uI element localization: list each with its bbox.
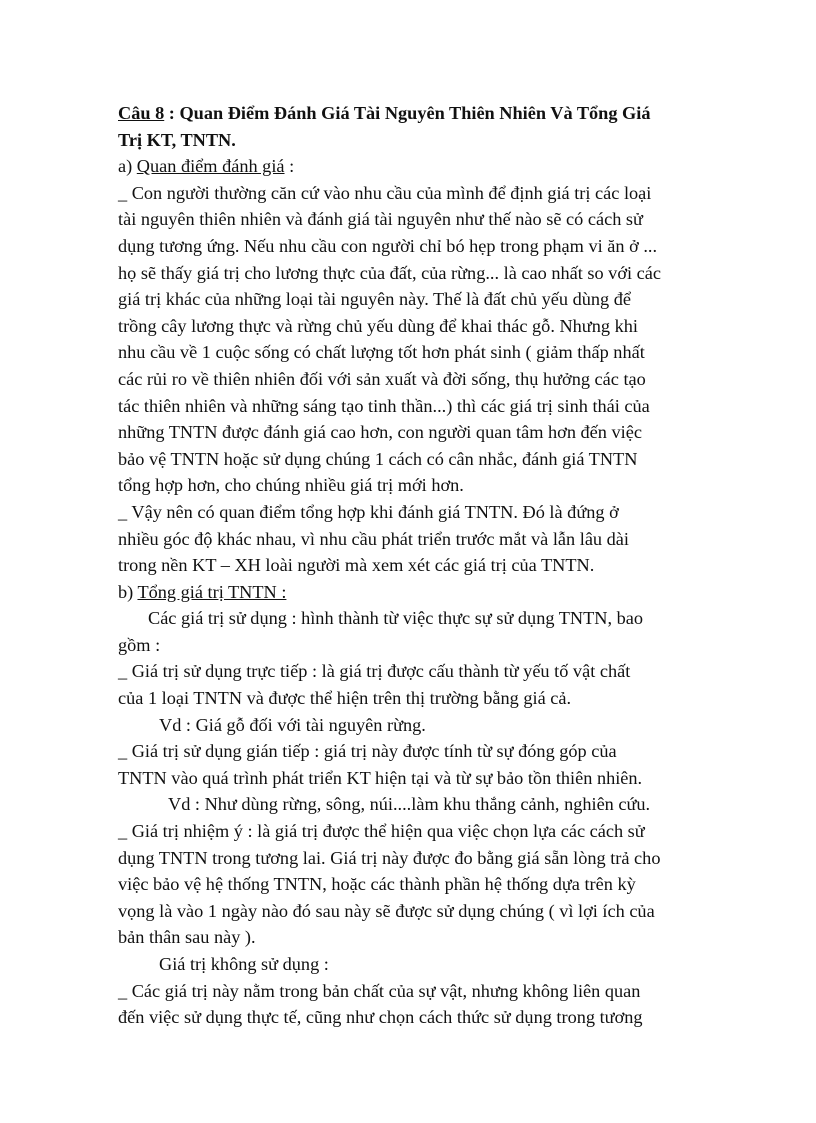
text-line: nhiều góc độ khác nhau, vì nhu cầu phát triển trước mắt và lẫn lâu dài: [118, 528, 629, 549]
example-line: Vd : Như dùng rừng, sông, núi....làm khu thắng cảnh, nghiên cứu.: [168, 794, 651, 815]
title-text: : Quan Điểm Đánh Giá Tài Nguyên Thiên Nhiên Và Tổng Giá: [164, 103, 651, 123]
text-line: gồm :: [118, 634, 161, 655]
text-line: TNTN vào quá trình phát triển KT hiện tại và từ sự bảo tồn thiên nhiên.: [118, 767, 643, 788]
title-line-2: Trị KT, TNTN.: [118, 129, 236, 150]
text-line: bảo vệ TNTN hoặc sử dụng chúng 1 cách có cân nhắc, đánh giá TNTN: [118, 448, 638, 469]
question-number: Câu 8: [118, 103, 165, 123]
text-line: _ Giá trị sử dụng trực tiếp : là giá trị được cấu thành từ yếu tố vật chất: [118, 661, 631, 682]
text-line: dụng TNTN trong tương lai. Giá trị này được đo bằng giá sẵn lòng trả cho: [118, 847, 661, 868]
section-b-title: Tổng giá trị TNTN :: [137, 581, 287, 602]
text-line: tài nguyên thiên nhiên và đánh giá tài nguyên như thế nào sẽ có cách sử: [118, 209, 643, 230]
text-line: _ Giá trị sử dụng gián tiếp : giá trị này được tính từ sự đóng góp của: [118, 741, 617, 762]
text-line: _ Vậy nên có quan điểm tổng hợp khi đánh giá TNTN. Đó là đứng ở: [118, 501, 619, 522]
text-line: của 1 loại TNTN và được thể hiện trên thị trường bằng giá cả.: [118, 688, 572, 709]
text-line: tổng hợp hơn, cho chúng nhiều giá trị mới hơn.: [118, 475, 464, 496]
text-line: _ Giá trị nhiệm ý : là giá trị được thể hiện qua việc chọn lựa các cách sử: [118, 821, 645, 842]
text-line: đến việc sử dụng thực tế, cũng như chọn cách thức sử dụng trong tương: [118, 1007, 643, 1028]
text-line: các rủi ro về thiên nhiên đối với sản xuất và đời sống, thụ hưởng các tạo: [118, 368, 646, 389]
section-a-title: Quan điểm đánh giá: [136, 156, 285, 177]
section-b-heading: [118, 579, 693, 606]
section-b-prefix: b): [118, 581, 138, 602]
document-title: [118, 100, 693, 127]
text-line: trong nền KT – XH loài người mà xem xét các giá trị của TNTN.: [118, 555, 595, 576]
text-line: _ Con người thường căn cứ vào nhu cầu của mình để định giá trị các loại: [118, 182, 652, 203]
section-a-prefix: a): [118, 156, 137, 177]
text-line: nhu cầu về 1 cuộc sống có chất lượng tốt hơn phát sinh ( giảm thấp nhất: [118, 342, 645, 363]
text-line: việc bảo vệ hệ thống TNTN, hoặc các thành phần hệ thống dựa trên kỳ: [118, 874, 636, 895]
non-use-heading: Giá trị không sử dụng :: [159, 954, 329, 974]
section-a-heading: [118, 153, 693, 180]
example-line: Vd : Giá gỗ đối với tài nguyên rừng.: [159, 714, 426, 735]
text-line: những TNTN được đánh giá cao hơn, con người quan tâm hơn đến việc: [118, 422, 642, 443]
document-page: [118, 100, 693, 1031]
text-line: giá trị khác của những loại tài nguyên này. Thế là đất chủ yếu dùng để: [118, 289, 631, 310]
text-line: họ sẽ thấy giá trị cho lương thực của đất, của rừng... là cao nhất so với các: [118, 262, 661, 283]
text-line: bản thân sau này ).: [118, 927, 256, 948]
text-line: trồng cây lương thực và rừng chủ yếu dùng để khai thác gỗ. Nhưng khi: [118, 315, 638, 336]
text-line: vọng là vào 1 ngày nào đó sau này sẽ được sử dụng chúng ( vì lợi ích của: [118, 900, 655, 921]
text-line: dụng tương ứng. Nếu nhu cầu con người chỉ bó hẹp trong phạm vi ăn ở ...: [118, 235, 658, 256]
text-line: tác thiên nhiên và những sáng tạo tinh thần...) thì các giá trị sinh thái của: [118, 395, 650, 416]
use-values-heading: Các giá trị sử dụng : hình thành từ việc thực sự sử dụng TNTN, bao: [148, 608, 643, 629]
section-a-suffix: :: [284, 156, 295, 177]
text-line: _ Các giá trị này nằm trong bản chất của sự vật, nhưng không liên quan: [118, 980, 641, 1001]
